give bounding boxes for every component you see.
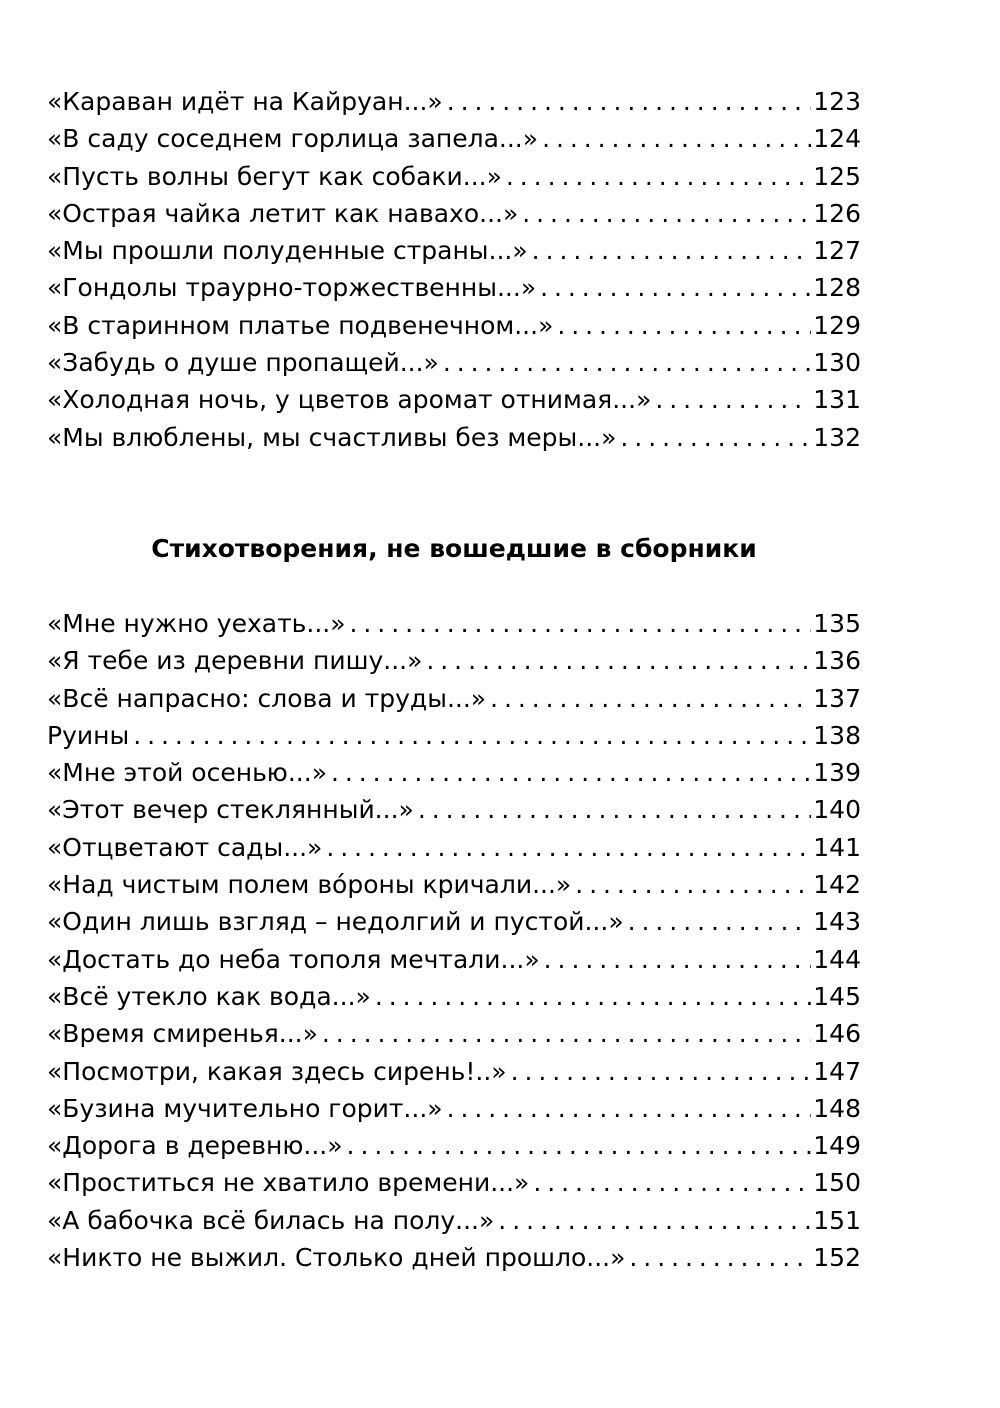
toc-entry (47, 866, 861, 903)
toc-entry-page-number: 152 (813, 1243, 861, 1273)
toc-entry (47, 1053, 861, 1090)
toc-entry-page-number: 131 (813, 385, 861, 415)
toc-entry-title: «Никто не выжил. Столько дней прошло...» (47, 1243, 626, 1273)
toc-entry (47, 120, 861, 157)
toc-entry-page-number: 132 (813, 422, 861, 452)
toc-entry-page-number: 150 (813, 1168, 861, 1198)
toc-entry (47, 232, 861, 269)
dot-leader (426, 642, 811, 679)
dot-leader (540, 269, 811, 306)
dot-leader (322, 1015, 811, 1052)
toc-entry-title: «Караван идёт на Кайруан...» (47, 87, 443, 116)
dot-leader (443, 344, 811, 381)
dot-leader (655, 381, 811, 418)
dot-leader (418, 791, 811, 828)
toc-entry-page-number: 145 (813, 981, 861, 1011)
toc-entry-title: «Мне нужно уехать...» (47, 609, 346, 638)
toc-entry-page-number: 149 (813, 1131, 861, 1161)
toc-entry-page-number: 151 (813, 1205, 861, 1235)
toc-entry-title: «Гондолы траурно-торжественны...» (47, 273, 537, 303)
toc-entry (47, 605, 861, 642)
toc-entry-title: «Всё напрасно: слова и труды...» (47, 683, 487, 713)
dot-leader (347, 1127, 811, 1164)
dot-leader (447, 1090, 811, 1127)
dot-leader (326, 829, 811, 866)
toc-entry (47, 680, 861, 717)
toc-entry-title: «Проститься не хватило времени...» (47, 1168, 530, 1198)
toc-entry-title: «Отцветают сады...» (47, 832, 323, 862)
toc-entry-page-number: 137 (813, 683, 861, 713)
toc-entry-title: «Мы влюблены, мы счастливы без меры...» (47, 422, 617, 452)
toc-entry-title: «Я тебе из деревни пишу...» (47, 646, 423, 676)
toc-entry-page-number: 142 (813, 870, 861, 900)
toc-entry-page-number: 135 (813, 609, 861, 638)
toc-entry (47, 307, 861, 344)
toc-entry-page-number: 128 (813, 273, 861, 303)
toc-entry (47, 1090, 861, 1127)
toc-entry-page-number: 130 (813, 348, 861, 378)
toc-entry-page-number: 140 (813, 795, 861, 825)
dot-leader (498, 1202, 811, 1239)
toc-entry-title: «Достать до неба тополя мечтали...» (47, 944, 540, 974)
toc-entry (47, 717, 861, 754)
toc-entry-title: «Один лишь взгляд – недолгий и пустой...» (47, 907, 624, 937)
dot-leader (542, 120, 811, 157)
toc-entry-title: «Пусть волны бегут как собаки...» (47, 161, 502, 191)
toc-entry-page-number: 139 (813, 758, 861, 788)
toc-entry-title: «Всё утекло как вода...» (47, 981, 371, 1011)
toc-entry-page-number: 143 (813, 907, 861, 937)
dot-leader (522, 195, 811, 232)
toc-entry-page-number: 144 (813, 944, 861, 974)
dot-leader (532, 232, 811, 269)
toc-entry-title: Руины (47, 720, 130, 750)
dot-leader (133, 717, 811, 754)
dot-leader (490, 680, 811, 717)
toc-entry-title: «Дорога в деревню...» (47, 1131, 343, 1161)
dot-leader (544, 941, 811, 978)
dot-leader (533, 1164, 811, 1201)
toc-entry-page-number: 148 (813, 1093, 861, 1123)
toc-entry (47, 1164, 861, 1201)
table-of-contents-page (47, 83, 861, 1273)
dot-leader (620, 419, 811, 456)
toc-entry-title: «Забудь о душе пропащей...» (47, 348, 439, 378)
toc-entry-page-number: 146 (813, 1019, 861, 1049)
dot-leader (447, 83, 811, 120)
toc-entry (47, 1015, 861, 1052)
toc-entry (47, 269, 861, 306)
toc-entry-page-number: 126 (813, 198, 861, 228)
toc-entry-title: «Мне этой осенью...» (47, 758, 327, 788)
toc-entry-title: «А бабочка всё билась на полу...» (47, 1205, 495, 1235)
section-heading: Стихотворения, не вошедшие в сборники (151, 534, 757, 563)
dot-leader (331, 754, 811, 791)
dot-leader (350, 605, 811, 642)
toc-entry (47, 978, 861, 1015)
toc-entry (47, 791, 861, 828)
toc-entry-page-number: 136 (813, 646, 861, 676)
dot-leader (557, 307, 811, 344)
toc-entry-page-number: 138 (813, 720, 861, 750)
toc-entry (47, 83, 861, 120)
dot-leader (575, 866, 811, 903)
toc-entry-title: «Посмотри, какая здесь сирень!..» (47, 1056, 507, 1086)
toc-entry (47, 381, 861, 418)
toc-entry (47, 642, 861, 679)
toc-list-section-2 (47, 605, 861, 1276)
toc-entry (47, 829, 861, 866)
toc-entry-title: «Над чистым полем во́роны кричали...» (47, 870, 572, 900)
toc-entry-title: «Время смиренья...» (47, 1019, 318, 1049)
toc-entry-title: «В старинном платье подвенечном...» (47, 310, 554, 340)
dot-leader (511, 1053, 811, 1090)
toc-entry-page-number: 129 (813, 310, 861, 340)
toc-entry-title: «Бузина мучительно горит...» (47, 1093, 443, 1123)
toc-entry (47, 1127, 861, 1164)
toc-entry (47, 419, 861, 456)
toc-entry-title: «Мы прошли полуденные страны...» (47, 236, 528, 266)
toc-entry-page-number: 141 (813, 832, 861, 862)
toc-entry-page-number: 123 (813, 87, 861, 116)
toc-entry-title: «Острая чайка летит как навахо...» (47, 198, 519, 228)
toc-entry (47, 903, 861, 940)
toc-list-section-1 (47, 83, 861, 456)
toc-entry-title: «В саду соседнем горлица запела...» (47, 124, 539, 154)
dot-leader (375, 978, 811, 1015)
toc-entry (47, 344, 861, 381)
toc-entry (47, 158, 861, 195)
toc-entry-page-number: 124 (813, 124, 861, 154)
dot-leader (628, 903, 811, 940)
toc-entry (47, 941, 861, 978)
toc-entry (47, 754, 861, 791)
toc-entry-page-number: 125 (813, 161, 861, 191)
dot-leader (506, 158, 811, 195)
toc-entry (47, 195, 861, 232)
toc-entry (47, 1239, 861, 1276)
toc-entry (47, 1202, 861, 1239)
toc-entry-title: «Холодная ночь, у цветов аромат отнимая...» (47, 385, 652, 415)
toc-entry-page-number: 127 (813, 236, 861, 266)
toc-entry-page-number: 147 (813, 1056, 861, 1086)
dot-leader (629, 1239, 811, 1276)
toc-entry-title: «Этот вечер стеклянный...» (47, 795, 414, 825)
